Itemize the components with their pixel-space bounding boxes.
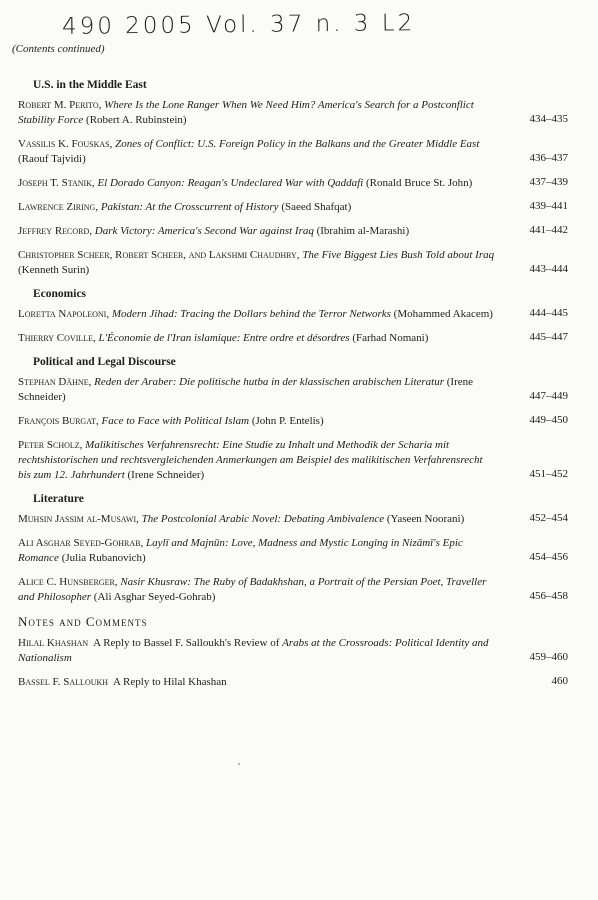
entry-title: Dark Victory: America's Second War against Iraq [94,225,314,237]
entry-pages: 436–437 [529,152,568,164]
entry-reviewer: (Farhad Nomani) [352,332,429,344]
entry-title: Pakistan: At the Crosscurrent of History [100,201,279,213]
entry-title: Arabs at the Crossroads: Political Identity and Nationalism [18,637,489,664]
entry-description: A Reply to Bassel F. Salloukh's Review of [93,637,280,649]
scan-speck [238,763,240,765]
entry-reviewer: (Irene Schneider) [127,469,205,481]
entry-title: Malikitisches Verfahrensrecht: Eine Studie zu Inhalt und Methodik der Scharia mit rechtshistorischen und rechtsvergleichenden Anmerkungen am Beispiel des malikitischen Verfahrensrecht bis zum 12. Jahrhundert [18,439,483,481]
entry-reviewer: (Robert A. Rubinstein) [86,114,187,126]
entry-reviewer: (John P. Entelis) [251,415,324,427]
section-heading: Economics [33,288,87,300]
entry-pages: 434–435 [529,113,568,125]
list-item [0,414,568,429]
entry-reviewer: (Julia Rubanovich) [61,552,146,564]
entry-title: Where Is the Lone Ranger When We Need Him? America's Search for a Postconflict Stability Force [18,99,474,126]
entry-reviewer: (Irene Schneider) [18,376,474,403]
list-item [0,200,568,215]
entry-pages: 437–439 [529,176,568,188]
list-item [0,224,568,239]
entry-pages: 454–456 [529,551,568,563]
entry-title: L'Économie de l'Iran islamique: Entre ordre et désordres [98,332,350,344]
entry-author: Hilal Khashan [18,637,89,649]
list-item [0,137,568,167]
handwritten-annotation: 490 2005 Vol. 37 n. 3 L2 [61,10,416,40]
entry-author: François Burgat, [18,415,99,427]
entry-pages: 443–444 [529,263,568,275]
entry-author: Alice C. Hunsberger, [18,576,118,588]
entry-pages: 439–441 [529,200,568,212]
list-item [0,675,568,690]
entry-pages: 447–449 [529,390,568,402]
list-item [0,575,568,605]
section-heading: U.S. in the Middle East [33,79,147,91]
list-item [0,307,568,322]
entry-title: The Postcolonial Arabic Novel: Debating Ambivalence [141,513,385,525]
entry-reviewer: (Ali Asghar Seyed-Gohrab) [93,591,216,603]
entry-pages: 456–458 [529,590,568,602]
entry-pages: 449–450 [529,414,568,426]
entry-pages: 451–452 [529,468,568,480]
entry-reviewer: (Saeed Shafqat) [281,201,352,213]
entry-author: Peter Scholz, [18,439,83,451]
list-item [0,438,568,483]
entry-title: El Dorado Canyon: Reagan's Undeclared War with Qaddafi [97,177,364,189]
notes-heading: Notes and Comments [18,614,148,629]
entry-title: Zones of Conflict: U.S. Foreign Policy in the Balkans and the Greater Middle East [115,138,480,150]
entry-author: Loretta Napoleoni, [18,308,110,320]
entry-description: A Reply to Hilal Khashan [112,676,227,688]
list-item [0,98,568,128]
contents-continued-label: (Contents continued) [12,43,105,55]
entry-author: Bassel F. Salloukh [18,676,109,688]
entry-title: Nasir Khusraw: The Ruby of Badakhshan, a Portrait of the Persian Poet, Traveller and Philosopher [18,576,487,603]
entry-reviewer: (Kenneth Surin) [18,264,90,276]
entry-title: Reden der Araber: Die politische hutba in der klassischen arabischen Literatur [94,376,445,388]
entry-pages: 444–445 [529,307,568,319]
entry-pages: 445–447 [529,331,568,343]
list-item [0,636,568,666]
entry-title: Laylī and Majnūn: Love, Madness and Mystic Longing in Nizāmī's Epic Romance [18,537,463,564]
list-item [0,536,568,566]
entry-reviewer: (Ronald Bruce St. John) [366,177,473,189]
entry-reviewer: (Mohammed Akacem) [393,308,493,320]
list-item [0,248,568,278]
entry-pages: 459–460 [529,651,568,663]
entry-author: Jeffrey Record, [18,225,93,237]
entry-title: The Five Biggest Lies Bush Told about Iraq [302,249,495,261]
table-of-contents [0,78,598,699]
entry-reviewer: (Ibrahim al-Marashi) [316,225,410,237]
section-heading: Political and Legal Discourse [33,356,176,368]
entry-author: Joseph T. Stanik, [18,177,95,189]
list-item [0,331,568,346]
entry-author: Christopher Scheer, Robert Scheer, and Lakshmi Chaudhry, [18,249,300,261]
entry-author: Ali Asghar Seyed-Gohrab, [18,537,144,549]
entry-author: Lawrence Ziring, [18,201,99,213]
entry-reviewer: (Yaseen Noorani) [386,513,465,525]
entry-author: Stephan Dähne, [18,376,92,388]
entry-author: Muhsin Jassim al-Musawi, [18,513,139,525]
entry-title: Modern Jihad: Tracing the Dollars behind the Terror Networks [111,308,391,320]
entry-author: Vassilis K. Fouskas, [18,138,113,150]
entry-author: Thierry Coville, [18,332,96,344]
entry-author: Robert M. Perito, [18,99,102,111]
entry-reviewer: (Raouf Tajvidi) [18,153,86,165]
entry-pages: 452–454 [529,512,568,524]
list-item [0,176,568,191]
entry-title: Face to Face with Political Islam [101,415,250,427]
list-item [0,375,568,405]
section-heading: Literature [33,493,84,505]
entry-pages: 441–442 [529,224,568,236]
list-item [0,512,568,527]
entry-pages: 460 [551,675,568,687]
